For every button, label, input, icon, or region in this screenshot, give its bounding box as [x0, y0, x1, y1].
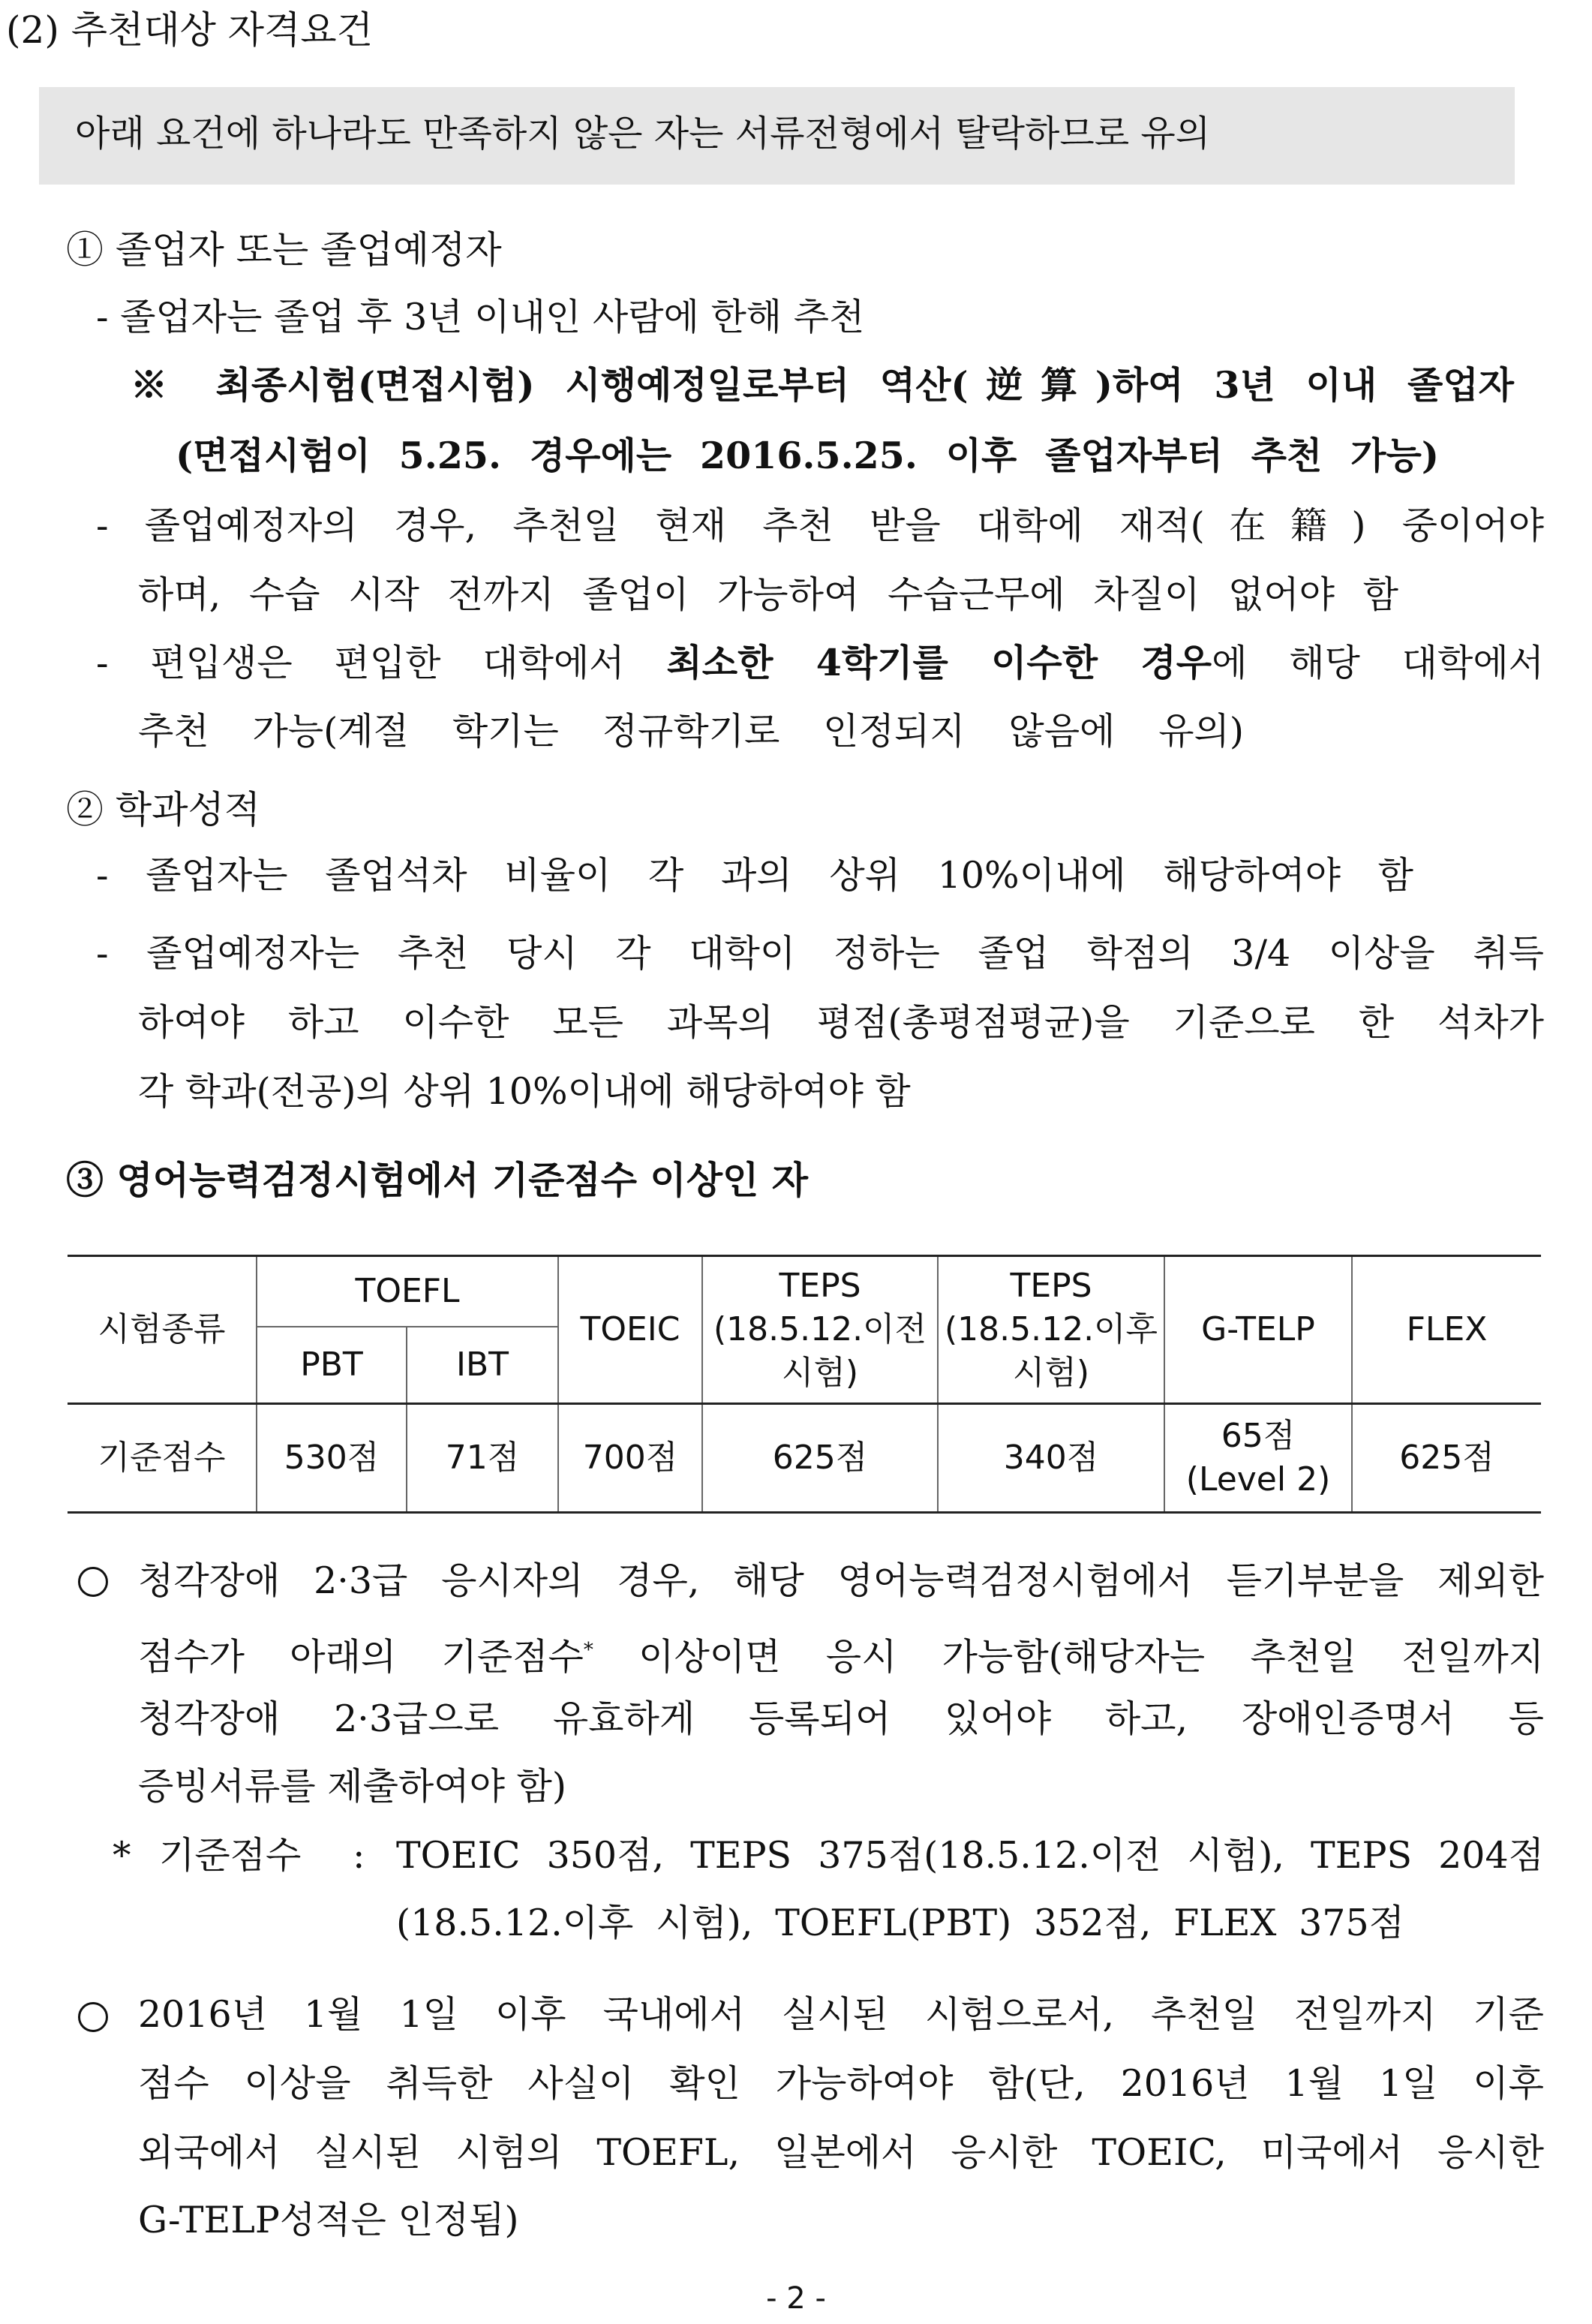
cell-ibt: 71점	[407, 1404, 558, 1513]
cell-toeic: 700점	[558, 1404, 702, 1513]
cell-flex: 625점	[1352, 1404, 1541, 1513]
col-header-toeic: TOEIC	[558, 1256, 702, 1404]
criteria-line1: TOEIC 350점, TEPS 375점(18.5.12.이전 시험), TEPS 204점	[396, 1834, 1544, 1877]
req1-line7: 추천 가능(계절 학기는 정규학기로 인정되지 않음에 유의)	[138, 710, 1244, 753]
req1-line5: 하며, 수습 시작 전까지 졸업이 가능하여 수습근무에 차질이 없어야 함	[138, 573, 1398, 616]
notice-text: 아래 요건에 하나라도 만족하지 않은 자는 서류전형에서 탈락하므로 유의	[75, 113, 1211, 155]
req2-line3: 하여야 하고 이수한 모든 과목의 평점(총평점평균)을 기준으로 한 석차가	[138, 1001, 1544, 1044]
note1-line1: 청각장애 2·3급 응시자의 경우, 해당 영어능력검정시험에서 듣기부분을 제외한	[138, 1559, 1544, 1602]
req1-line4: - 졸업예정자의 경우, 추천일 현재 추천 받을 대학에 재적(在籍) 중이어야	[96, 504, 1544, 547]
note2-line2: 점수 이상을 취득한 사실이 확인 가능하여야 함(단, 2016년 1월 1일 이후	[138, 2062, 1544, 2105]
note2-line1: 2016년 1월 1일 이후 국내에서 실시된 시험으로서, 추천일 전일까지 기준	[138, 1993, 1544, 2036]
col-header-exam-type: 시험종류	[68, 1256, 257, 1404]
col-header-gtelp: G-TELP	[1164, 1256, 1352, 1404]
note2-line3: 외국에서 실시된 시험의 TOEFL, 일본에서 응시한 TOEIC, 미국에서 응시한	[138, 2131, 1544, 2174]
page-number: - 2 -	[766, 2281, 826, 2316]
col-header-pbt: PBT	[257, 1327, 407, 1404]
section-title: (2) 추천대상 자격요건	[6, 8, 374, 52]
note2-line4: G-TELP성적은 인정됨)	[138, 2199, 519, 2241]
score-table	[68, 1255, 1541, 1514]
req1-title: ① 졸업자 또는 졸업예정자	[66, 228, 502, 272]
cell-teps-after: 340점	[938, 1404, 1164, 1513]
req1-line1: - 졸업자는 졸업 후 3년 이내인 사람에 한해 추천	[96, 296, 865, 338]
col-header-flex: FLEX	[1352, 1256, 1541, 1404]
cell-gtelp: 65점 (Level 2)	[1164, 1404, 1352, 1513]
req1-line6-emphasis: 최소한 4학기를 이수한 경우	[666, 641, 1212, 684]
circle-bullet-icon	[78, 2002, 108, 2032]
row-label-criteria: 기준점수	[68, 1404, 257, 1513]
note1-line2: 점수가 아래의 기준점수* 이상이면 응시 가능함(해당자는 추천일 전일까지	[138, 1635, 1544, 1679]
req1-line3: (면접시험이 5.25. 경우에는 2016.5.25. 이후 졸업자부터 추천 가능)	[176, 434, 1439, 477]
circle-bullet-icon	[78, 1567, 108, 1597]
col-header-ibt: IBT	[407, 1327, 558, 1404]
cell-teps-before: 625점	[702, 1404, 938, 1513]
req3-title: ③ 영어능력검정시험에서 기준점수 이상인 자	[66, 1158, 809, 1202]
req1-line6: - 편입생은 편입한 대학에서 최소한 4학기를 이수한 경우에 해당 대학에서	[96, 641, 1544, 684]
req2-title: ② 학과성적	[66, 788, 261, 831]
col-header-teps-after: TEPS (18.5.12.이후 시험)	[938, 1256, 1164, 1404]
cell-pbt: 530점	[257, 1404, 407, 1513]
req2-line2: - 졸업예정자는 추천 당시 각 대학이 정하는 졸업 학점의 3/4 이상을 취득	[96, 932, 1544, 975]
criteria-line2: (18.5.12.이후 시험), TOEFL(PBT) 352점, FLEX 375점	[396, 1902, 1404, 1944]
col-header-teps-before: TEPS (18.5.12.이전 시험)	[702, 1256, 938, 1404]
req2-line1: - 졸업자는 졸업석차 비율이 각 과의 상위 10%이내에 해당하여야 함	[96, 854, 1413, 897]
note1-line4: 증빙서류를 제출하여야 함)	[138, 1765, 566, 1808]
col-header-toefl: TOEFL	[257, 1256, 558, 1327]
req2-line4: 각 학과(전공)의 상위 10%이내에 해당하여야 함	[138, 1070, 911, 1113]
note1-line3: 청각장애 2·3급으로 유효하게 등록되어 있어야 하고, 장애인증명서 등	[138, 1697, 1544, 1740]
req1-line2: ※ 최종시험(면접시험) 시행예정일로부터 역산(逆算)하여 3년 이내 졸업자	[131, 363, 1514, 407]
criteria-asterisk: *	[113, 1834, 131, 1877]
notice-box	[39, 87, 1515, 185]
criteria-colon: :	[353, 1834, 365, 1877]
criteria-label: 기준점수	[159, 1834, 302, 1877]
